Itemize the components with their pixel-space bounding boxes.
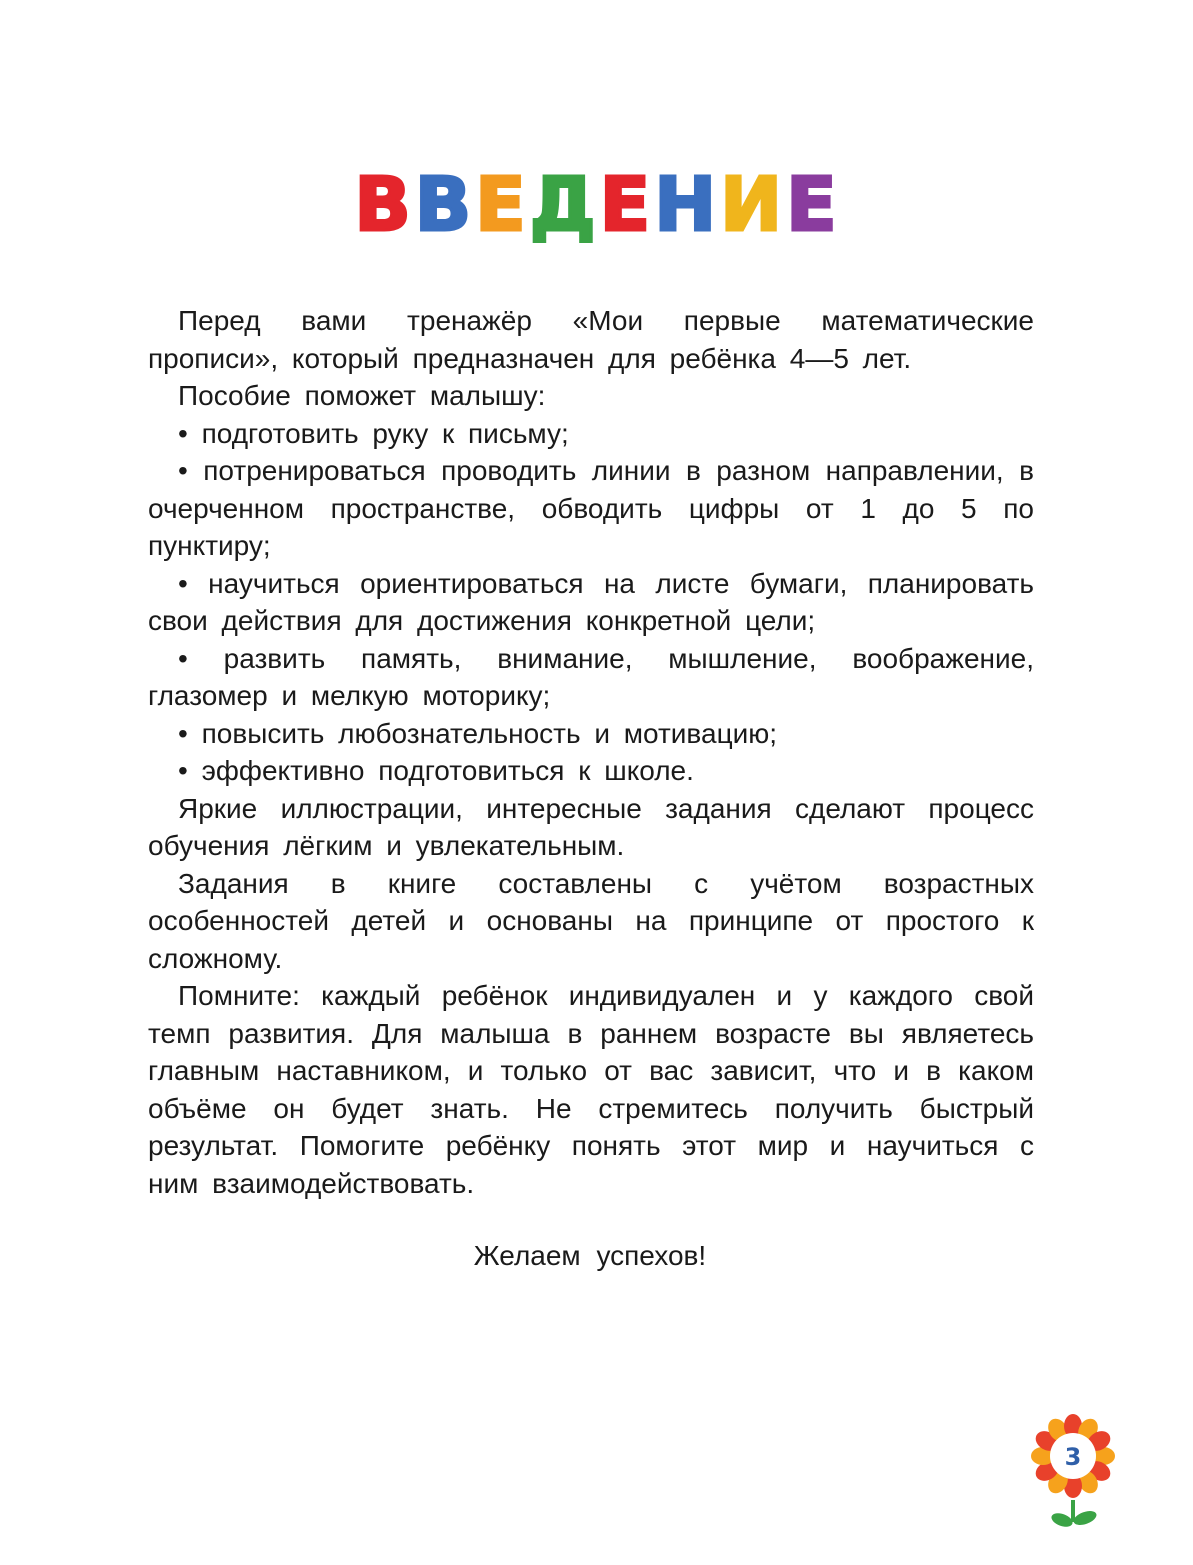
title-letter: И <box>720 162 785 248</box>
bullet-item: • повысить любознательность и мотивацию; <box>178 717 778 749</box>
title-letter: Е <box>475 162 528 248</box>
title-letter: Н <box>654 162 719 248</box>
paragraph: Пособие поможет малышу: <box>178 380 546 411</box>
leaf-icon <box>1050 1511 1075 1530</box>
bullet-item: • научиться ориентироваться на листе бумаги, планировать свои действия для достижения конкретной цели; <box>148 567 1034 636</box>
bullet-item: • развить память, внимание, мышление, воображение, глазомер и мелкую моторику; <box>148 642 1034 711</box>
page-number-flower <box>1028 1410 1118 1540</box>
paragraph: Задания в книге составлены с учётом возрастных особенностей детей и основаны на принципе от простого к сложному. <box>148 867 1034 974</box>
leaf-icon <box>1072 1508 1099 1527</box>
closing-wish: Желаем успехов! <box>473 1240 707 1271</box>
title-letter: Д <box>529 162 598 248</box>
bullet-item: • потренироваться проводить линии в разном направлении, в очерченном пространстве, обводить цифры от 1 до 5 по пунктиру; <box>148 455 1034 561</box>
title-letter: В <box>354 162 413 248</box>
paragraph: Перед вами тренажёр «Мои первые математические прописи», который предназначен для ребёнка 4—5 лет. <box>148 305 1034 374</box>
title-letter: Е <box>599 162 653 248</box>
page-title <box>0 162 1193 248</box>
title-letter: Е <box>786 162 839 248</box>
bullet-item: • подготовить руку к письму; <box>178 417 569 449</box>
bullet-item: • эффективно подготовиться к школе. <box>178 755 694 786</box>
page-number: 3 <box>1064 1443 1082 1471</box>
paragraph: Помните: каждый ребёнок индивидуален и у каждого свой темп развития. Для малыша в раннем возрасте вы являетесь главным наставником, и только от вас зависит, что и в каком объёме он будет знать. Не стремитесь получить быстрый результат. Помогите ребёнку понять этот мир и научиться с ним взаимодействовать. <box>148 980 1034 1199</box>
paragraph: Яркие иллюстрации, интересные задания сделают процесс обучения лёгким и увлекательным. <box>148 792 1034 861</box>
intro-text <box>148 302 1034 1202</box>
title-letter: В <box>414 162 474 248</box>
